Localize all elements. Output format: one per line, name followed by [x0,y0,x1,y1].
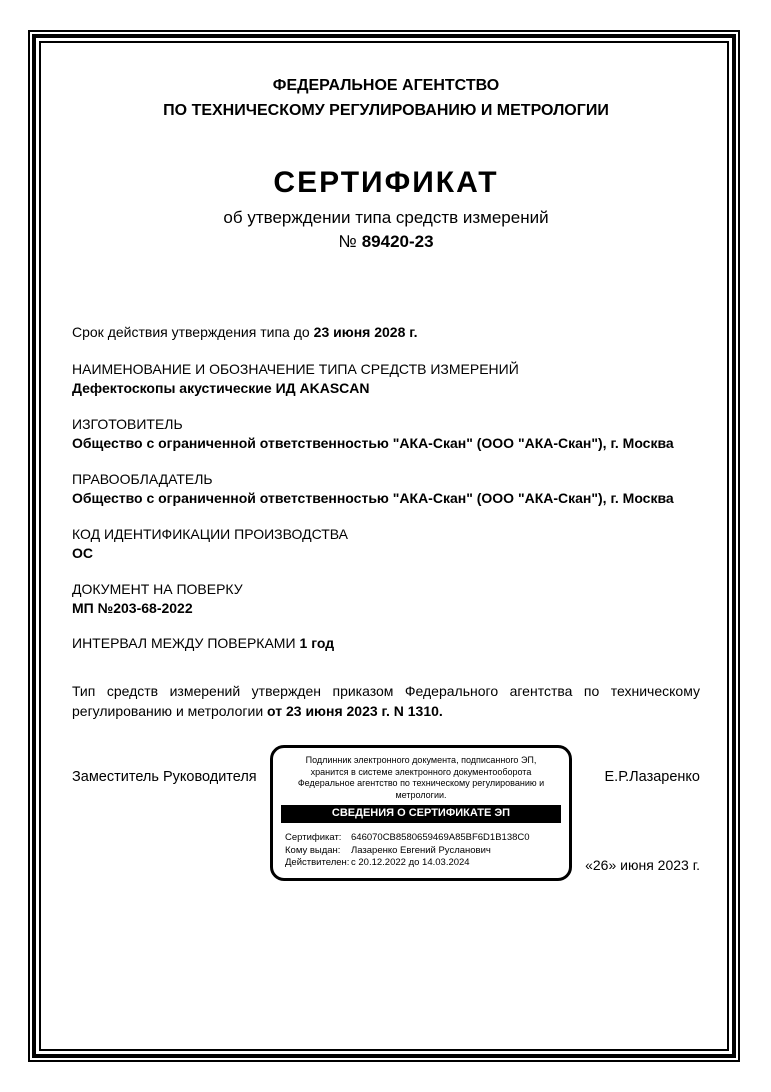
stamp-notice-line: Подлинник электронного документа, подписанного ЭП, [305,755,537,765]
signer-position: Заместитель Руководителя [72,769,257,785]
validity-value: 23 июня 2028 г. [313,324,418,340]
electronic-signature-stamp [270,745,572,881]
section-label: КОД ИДЕНТИФИКАЦИИ ПРОИЗВОДСТВА [72,526,348,542]
agency-header-line2: ПО ТЕХНИЧЕСКОМУ РЕГУЛИРОВАНИЮ И МЕТРОЛОГИИ [163,102,609,119]
decree-date-number: от 23 июня 2023 г. N 1310. [267,703,443,719]
certificate-title: СЕРТИФИКАТ [273,166,499,199]
stamp-field-valid-period [285,857,563,870]
certificate-number-prefix: № [338,232,357,251]
section-value: МП №203-68-2022 [72,600,193,616]
stamp-field-label: Действителен: [285,857,350,868]
stamp-field-certificate [285,832,563,845]
stamp-notice-line: Федеральное агентство по техническому регулированию и [297,778,545,788]
section-label: НАИМЕНОВАНИЕ И ОБОЗНАЧЕНИЕ ТИПА СРЕДСТВ ИЗМЕРЕНИЙ [72,361,519,377]
approval-decree-paragraph [72,681,700,721]
stamp-certificate-fields [285,832,563,870]
stamp-field-issued-to [285,845,563,858]
interval-label: ИНТЕРВАЛ МЕЖДУ ПОВЕРКАМИ [72,635,296,651]
stamp-field-label: Кому выдан: [285,844,341,856]
agency-header [72,73,700,123]
stamp-field-value: 646070CB8580659469A85BF6D1B138C0 [351,832,530,843]
stamp-notice-line: метрологии. [395,789,447,800]
section-verification-document [72,580,700,618]
signer-name: Е.Р.Лазаренко [604,769,700,785]
section-value: Общество с ограниченной ответственностью "АКА-Скан" (ООО "АКА-Скан"), г. Москва [72,490,674,506]
stamp-notice-line: хранится в системе электронного документооборота [310,766,532,777]
section-label: ИЗГОТОВИТЕЛЬ [72,416,183,432]
section-rights-holder [72,470,700,508]
section-label: ПРАВООБЛАДАТЕЛЬ [72,471,213,487]
agency-header-line1: ФЕДЕРАЛЬНОЕ АГЕНТСТВО [272,77,500,94]
section-type-designation [72,360,700,398]
section-value: Дефектоскопы акустические ИД AKASCAN [72,380,370,396]
decree-text: Тип средств измерений утвержден приказом Федерального агентства по техническому регулированию и метрологии [72,683,700,719]
stamp-field-value: Лазаренко Евгений Русланович [351,844,491,856]
certificate-subtitle: об утверждении типа средств измерений [223,208,549,227]
signature-row [72,745,700,879]
section-manufacturer [72,415,700,453]
stamp-certificate-info-bar: СВЕДЕНИЯ О СЕРТИФИКАТЕ ЭП [281,805,561,823]
interval-value: 1 год [299,635,335,651]
section-label: ДОКУМЕНТ НА ПОВЕРКУ [72,581,243,597]
certificate-content [47,43,723,1048]
stamp-field-value: с 20.12.2022 до 14.03.2024 [351,857,470,868]
validity-label: Срок действия утверждения типа до [72,324,310,340]
section-production-id-code [72,525,700,563]
signature-date: «26» июня 2023 г. [585,857,700,873]
stamp-field-label: Сертификат: [285,832,342,843]
verification-interval-line [72,634,700,653]
certificate-number-line [72,231,700,253]
section-value: ОС [72,545,93,561]
certificate-number: 89420-23 [361,232,434,251]
validity-line [72,323,700,342]
section-value: Общество с ограниченной ответственностью "АКА-Скан" (ООО "АКА-Скан"), г. Москва [72,435,674,451]
stamp-notice [273,755,569,801]
